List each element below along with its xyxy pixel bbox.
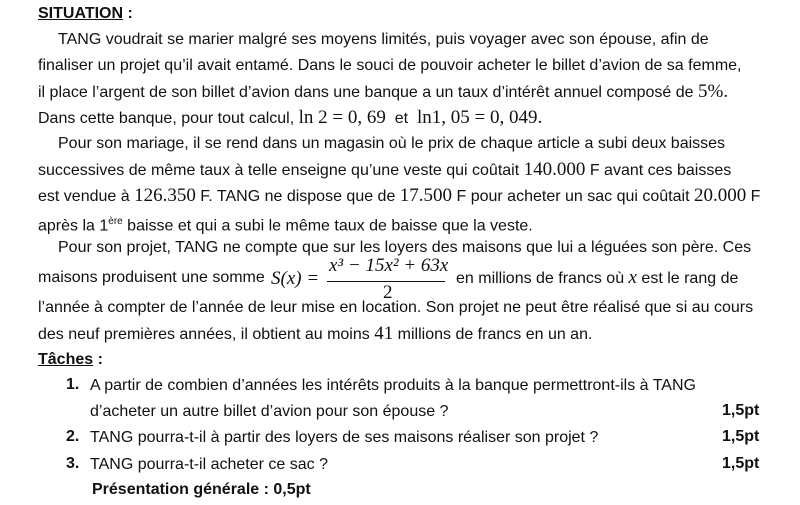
- task-text-cont: d’acheter un autre billet d’avion pour son épouse ?: [90, 403, 449, 420]
- tasks-heading: Tâches :: [38, 351, 103, 368]
- ln105-value: ln1, 05 = 0, 049.: [416, 107, 543, 128]
- sac-price: 20.000: [693, 185, 747, 206]
- task-number: 3.: [66, 455, 80, 472]
- task-text: A partir de combien d’années les intérêts produits à la banque permettront-ils à TANG: [90, 377, 696, 394]
- para1-line4: Dans cette banque, pour tout calcul, ln 2 = 0, 69 et ln1, 05 = 0, 049.: [38, 107, 543, 128]
- para3-line2-end: en millions de francs où x est le rang de: [456, 267, 739, 288]
- situation-heading: SITUATION :: [38, 5, 133, 22]
- para1-line1: TANG voudrait se marier malgré ses moyens limités, puis voyager avec son épouse, afin de: [58, 31, 709, 48]
- presentation-note: Présentation générale : 0,5pt: [92, 481, 311, 498]
- tasks-heading-text: Tâches: [38, 351, 94, 368]
- task-points: 1,5pt: [722, 428, 760, 445]
- situation-heading-text: SITUATION: [38, 5, 124, 22]
- task-number: 1.: [66, 376, 80, 393]
- para1-line3: il place l’argent de son billet d’avion dans une banque a un taux d’intérêt annuel composé de 5%.: [38, 81, 729, 102]
- formula-denominator: 2: [383, 282, 393, 303]
- formula-lhs: S(x) =: [271, 268, 320, 289]
- para3-line4: des neuf premières années, il obtient au moins 41 millions de francs en un an.: [38, 323, 593, 344]
- para3-line2-start: maisons produisent une somme: [38, 269, 265, 286]
- para3-line1: Pour son projet, TANG ne compte que sur les loyers des maisons que lui a léguées son père. Ces: [58, 239, 752, 256]
- veste-final-price: 126.350: [134, 185, 196, 206]
- veste-initial-price: 140.000: [523, 159, 586, 180]
- ln2-value: ln 2 = 0, 69: [298, 107, 386, 128]
- para2-line4: après la 1ère baisse et qui a subi le même taux de baisse que la veste.: [38, 216, 533, 235]
- task-points: 1,5pt: [722, 402, 760, 419]
- task-text: TANG pourra-t-il à partir des loyers de ses maisons réaliser son projet ?: [90, 429, 599, 446]
- target-amount: 41: [374, 323, 394, 344]
- interest-rate: 5%.: [698, 81, 729, 102]
- task-number: 2.: [66, 428, 80, 445]
- task-points: 1,5pt: [722, 455, 760, 472]
- para1-line2: finaliser un projet qu’il avait entamé. Dans le souci de pouvoir acheter le billet d’avion de sa femme,: [38, 57, 742, 74]
- variable-x: x: [628, 267, 637, 288]
- para2-line1: Pour son mariage, il se rend dans un magasin où le prix de chaque article a subi deux baisses: [58, 135, 726, 152]
- para3-line3: l’année à compter de l’année de leur mise en location. Son projet ne peut être réalisé que si au cours: [38, 299, 754, 316]
- para2-line2: successives de même taux à telle enseigne qu’une veste qui coûtait 140.000 F avant ces baisses: [38, 159, 732, 180]
- budget-value: 17.500: [399, 185, 453, 206]
- para2-line3: est vendue à 126.350 F. TANG ne dispose que de 17.500 F pour acheter un sac qui coûtait 20.000 F: [38, 185, 761, 206]
- task-text: TANG pourra-t-il acheter ce sac ?: [90, 456, 329, 473]
- formula-numerator: x³ − 15x² + 63x: [329, 255, 449, 276]
